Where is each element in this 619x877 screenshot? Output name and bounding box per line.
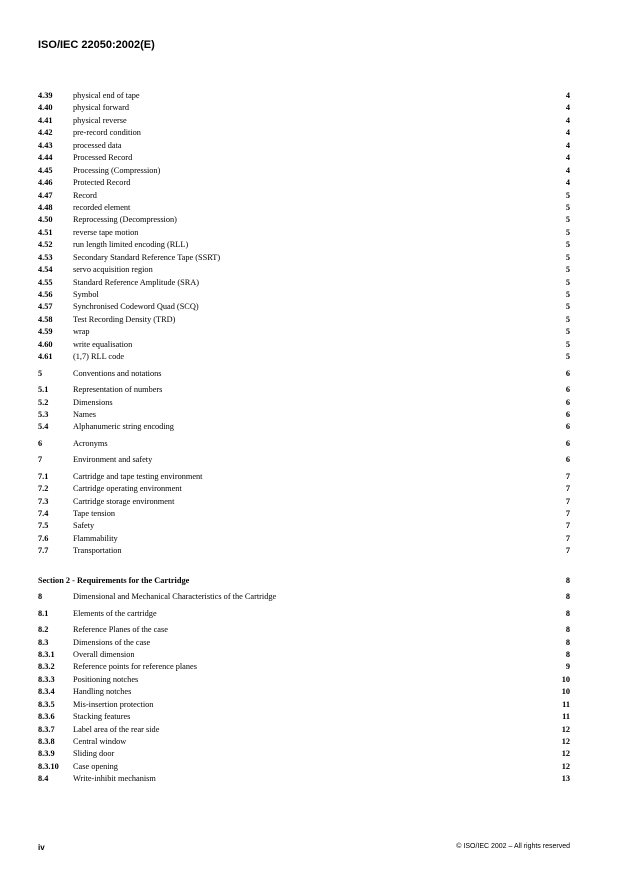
toc-entry-number: 4.41	[38, 115, 53, 125]
toc-entry-title: Representation of numbers	[73, 385, 163, 395]
toc-entry-title: Section 2 - Requirements for the Cartridge	[38, 575, 190, 585]
toc-entry-number: 4.61	[38, 352, 53, 362]
toc-entry	[38, 438, 570, 450]
toc-entry-title: Environment and safety	[73, 455, 153, 465]
document-header: ISO/IEC 22050:2002(E)	[38, 39, 155, 51]
toc-entry-title: Standard Reference Amplitude (SRA)	[73, 277, 200, 287]
toc-entry-page: 8	[565, 625, 570, 635]
toc-entry-title: Processed Record	[73, 153, 133, 163]
toc-entry	[38, 239, 570, 251]
toc-entry-page: 4	[565, 140, 570, 150]
toc-entry-number: 4.47	[38, 190, 53, 200]
toc-entry	[38, 152, 570, 164]
toc-entry-title: pre-record condition	[73, 128, 141, 138]
toc-entry-page: 7	[565, 471, 570, 481]
toc-entry	[38, 165, 570, 177]
toc-entry-number: 8.3.6	[38, 712, 55, 722]
toc-entry	[38, 397, 570, 409]
toc-entry-title: Positioning notches	[73, 674, 139, 684]
toc-entry-title: Case opening	[73, 761, 118, 771]
toc-entry	[38, 409, 570, 421]
toc-entry	[38, 724, 570, 736]
toc-entry	[38, 140, 570, 152]
toc-entry-number: 8.3.10	[38, 761, 59, 771]
toc-entry	[38, 496, 570, 508]
toc-entry-number: 4.52	[38, 240, 53, 250]
toc-entry-title: Dimensional and Mechanical Characteristics of the Cartridge	[73, 592, 277, 602]
toc-entry-page: 4	[565, 91, 570, 100]
toc-entry-page: 5	[565, 277, 570, 287]
toc-entry-number: 4.44	[38, 153, 53, 163]
toc-entry-title: Dimensions of the case	[73, 637, 151, 647]
toc-entry-number: 8.3.2	[38, 662, 55, 672]
copyright-notice: © ISO/IEC 2002 – All rights reserved	[456, 843, 570, 850]
toc-entry-title: physical reverse	[73, 115, 127, 125]
toc-entry	[38, 227, 570, 239]
toc-entry-title: processed data	[73, 140, 122, 150]
toc-entry-title: Reprocessing (Decompression)	[73, 215, 177, 225]
toc-entry-page: 4	[565, 165, 570, 175]
toc-entry-number: 8	[38, 592, 43, 602]
toc-entry-title: physical end of tape	[73, 91, 140, 100]
toc-entry-title: Protected Record	[73, 178, 131, 188]
toc-entry-title: Elements of the cartridge	[73, 608, 157, 618]
toc-entry-page: 6	[565, 438, 570, 448]
toc-entry-number: 4.54	[38, 265, 53, 275]
toc-entry-number: 7.4	[38, 509, 49, 518]
toc-entry-page: 6	[565, 397, 570, 407]
toc-entry-number: 8.3.7	[38, 724, 55, 734]
toc-entry-page: 7	[565, 496, 570, 506]
toc-entry	[38, 177, 570, 189]
toc-entry-page: 7	[565, 509, 570, 518]
toc-entry-number: 4.39	[38, 91, 53, 100]
toc-entry-page: 5	[565, 265, 570, 275]
toc-entry	[38, 471, 570, 483]
toc-entry-page: 5	[565, 215, 570, 225]
toc-entry-page: 4	[565, 153, 570, 163]
toc-entry	[38, 508, 570, 520]
page-number: iv	[38, 843, 45, 852]
toc-entry-number: 7.3	[38, 496, 49, 506]
toc-entry-title: Record	[73, 190, 97, 200]
toc-entry-page: 5	[565, 202, 570, 212]
toc-entry	[38, 102, 570, 114]
toc-entry-title: Cartridge and tape testing environment	[73, 471, 203, 481]
toc-entry-number: 7.5	[38, 521, 49, 531]
toc-entry	[38, 190, 570, 202]
toc-entry-page: 9	[565, 662, 570, 672]
toc-entry	[38, 314, 570, 326]
toc-entry	[38, 351, 570, 363]
toc-entry-page: 10	[561, 687, 570, 697]
toc-entry-number: 8.3.1	[38, 649, 55, 659]
toc-entry-number: 4.55	[38, 277, 53, 287]
toc-entry	[38, 384, 570, 396]
toc-entry-title: Names	[73, 409, 97, 419]
toc-entry-title: Processing (Compression)	[73, 165, 161, 175]
toc-entry-page: 8	[565, 608, 570, 618]
toc-entry-title: recorded element	[73, 202, 131, 212]
toc-entry-title: Sliding door	[73, 749, 115, 759]
toc-entry-page: 7	[565, 533, 570, 543]
toc-entry-page: 6	[565, 409, 570, 419]
toc-entry-number: 5.3	[38, 409, 49, 419]
toc-entry	[38, 637, 570, 649]
toc-entry-number: 4.53	[38, 252, 53, 262]
toc-entry	[38, 454, 570, 466]
toc-entry-title: Reference Planes of the case	[73, 625, 168, 635]
toc-entry-page: 8	[565, 575, 570, 585]
toc-entry	[38, 289, 570, 301]
toc-entry-title: Alphanumeric string encoding	[73, 422, 174, 432]
toc-entry-page: 8	[565, 637, 570, 647]
toc-entry	[38, 339, 570, 351]
toc-entry-page: 12	[561, 761, 570, 771]
toc-entry	[38, 649, 570, 661]
toc-entry-number: 4.57	[38, 302, 53, 312]
toc-entry-number: 4.45	[38, 165, 53, 175]
toc-entry-page: 10	[561, 674, 570, 684]
toc-entry-number: 7.7	[38, 546, 49, 556]
toc-entry	[38, 711, 570, 723]
toc-entry-number: 4.58	[38, 314, 53, 324]
toc-entry-number: 4.40	[38, 103, 53, 113]
toc-entry-title: Secondary Standard Reference Tape (SSRT)	[73, 252, 221, 262]
toc-entry-title: Flammability	[73, 533, 118, 543]
toc-entry-page: 5	[565, 302, 570, 312]
toc-entry-title: (1,7) RLL code	[73, 352, 125, 362]
toc-entry-number: 4.60	[38, 339, 53, 349]
toc-entry-title: Cartridge storage environment	[73, 496, 175, 506]
toc-entry-number: 8.3.5	[38, 699, 55, 709]
toc-entry-page: 13	[561, 774, 570, 784]
toc-entry-page: 8	[565, 592, 570, 602]
toc-entry	[38, 264, 570, 276]
toc-entry	[38, 545, 570, 557]
toc-entry-number: 8.4	[38, 774, 49, 784]
toc-entry-page: 5	[565, 227, 570, 237]
toc-entry-page: 6	[565, 368, 570, 378]
toc-entry-page: 5	[565, 327, 570, 337]
toc-entry-page: 12	[561, 737, 570, 746]
toc-entry-page: 11	[562, 712, 570, 722]
toc-entry-number: 7	[38, 455, 43, 465]
toc-entry-title: wrap	[73, 327, 90, 337]
toc-entry	[38, 736, 570, 748]
toc-entry-title: Write-inhibit mechanism	[73, 774, 156, 784]
table-of-contents	[38, 90, 570, 786]
toc-entry-number: 4.48	[38, 202, 53, 212]
toc-entry-page: 11	[562, 699, 570, 709]
toc-entry	[38, 277, 570, 289]
toc-entry-page: 4	[565, 115, 570, 125]
toc-entry-title: Symbol	[73, 290, 99, 299]
toc-entry-page: 12	[561, 724, 570, 734]
toc-entry-title: Label area of the rear side	[73, 724, 160, 734]
toc-entry-number: 4.46	[38, 178, 53, 188]
toc-entry-title: write equalisation	[73, 339, 133, 349]
toc-entry-title: Safety	[73, 521, 95, 531]
toc-entry-number: 7.2	[38, 484, 49, 494]
toc-entry	[38, 252, 570, 264]
toc-entry-number: 6	[38, 438, 43, 448]
toc-entry-page: 5	[565, 190, 570, 200]
toc-entry	[38, 326, 570, 338]
toc-entry	[38, 90, 570, 102]
toc-entry-page: 7	[565, 484, 570, 494]
toc-entry-title: Synchronised Codeword Quad (SCQ)	[73, 302, 199, 312]
toc-entry-number: 5.4	[38, 422, 49, 432]
toc-entry-title: physical forward	[73, 103, 129, 113]
toc-entry-page: 4	[565, 128, 570, 138]
toc-entry-title: servo acquisition region	[73, 265, 153, 275]
toc-entry-page: 6	[565, 455, 570, 465]
toc-entry	[38, 591, 570, 603]
toc-entry-number: 8.3.8	[38, 737, 55, 746]
toc-entry-page: 5	[565, 290, 570, 299]
toc-entry	[38, 533, 570, 545]
toc-entry-page: 6	[565, 422, 570, 432]
toc-entry-number: 5.2	[38, 397, 49, 407]
toc-entry-title: Mis-insertion protection	[73, 699, 154, 709]
toc-entry-title: Reference points for reference planes	[73, 662, 197, 672]
toc-entry-number: 7.6	[38, 533, 49, 543]
toc-entry-number: 8.1	[38, 608, 49, 618]
toc-entry-page: 7	[565, 546, 570, 556]
toc-entry-page: 5	[565, 339, 570, 349]
toc-entry	[38, 674, 570, 686]
toc-entry-number: 8.2	[38, 625, 49, 635]
toc-entry	[38, 686, 570, 698]
toc-entry-number: 8.3	[38, 637, 49, 647]
toc-entry-page: 12	[561, 749, 570, 759]
toc-entry	[38, 214, 570, 226]
toc-entry-number: 8.3.4	[38, 687, 55, 697]
toc-entry-title: Transportation	[73, 546, 122, 556]
toc-entry-number: 8.3.3	[38, 674, 55, 684]
toc-entry	[38, 115, 570, 127]
toc-entry-title: Test Recording Density (TRD)	[73, 314, 176, 324]
toc-entry-page: 5	[565, 252, 570, 262]
toc-entry-number: 7.1	[38, 471, 49, 481]
toc-entry-page: 5	[565, 240, 570, 250]
toc-entry-page: 5	[565, 352, 570, 362]
toc-entry-number: 4.51	[38, 227, 53, 237]
toc-entry	[38, 699, 570, 711]
toc-entry	[38, 661, 570, 673]
toc-entry	[38, 748, 570, 760]
toc-entry	[38, 368, 570, 380]
toc-entry-number: 4.59	[38, 327, 53, 337]
toc-entry-title: reverse tape motion	[73, 227, 139, 237]
toc-entry	[38, 421, 570, 433]
toc-entry	[38, 127, 570, 139]
toc-entry-page: 5	[565, 314, 570, 324]
toc-entry-title: Overall dimension	[73, 649, 135, 659]
toc-entry-title: Dimensions	[73, 397, 113, 407]
toc-entry-title: Cartridge operating environment	[73, 484, 182, 494]
toc-entry-number: 5.1	[38, 385, 49, 395]
toc-entry-title: Central window	[73, 737, 127, 746]
toc-entry-number: 4.56	[38, 290, 53, 299]
toc-entry-number: 5	[38, 368, 43, 378]
toc-entry-page: 4	[565, 178, 570, 188]
toc-entry-number: 4.50	[38, 215, 53, 225]
toc-entry	[38, 520, 570, 532]
toc-entry	[38, 773, 570, 785]
toc-entry-title: run length limited encoding (RLL)	[73, 240, 189, 250]
toc-entry-page: 7	[565, 521, 570, 531]
toc-entry-title: Stacking features	[73, 712, 131, 722]
toc-entry-page: 8	[565, 649, 570, 659]
toc-entry	[38, 624, 570, 636]
toc-entry-page: 4	[565, 103, 570, 113]
toc-entry-page: 6	[565, 385, 570, 395]
toc-entry	[38, 761, 570, 773]
toc-entry-title: Conventions and notations	[73, 368, 162, 378]
toc-section-heading	[38, 575, 570, 587]
toc-entry-number: 4.42	[38, 128, 53, 138]
toc-entry-title: Tape tension	[73, 509, 116, 518]
toc-entry-number: 8.3.9	[38, 749, 55, 759]
toc-entry-title: Handling notches	[73, 687, 132, 697]
toc-entry	[38, 608, 570, 620]
toc-entry-title: Acronyms	[73, 438, 108, 448]
toc-entry	[38, 301, 570, 313]
toc-entry-number: 4.43	[38, 140, 53, 150]
toc-entry	[38, 483, 570, 495]
toc-entry	[38, 202, 570, 214]
